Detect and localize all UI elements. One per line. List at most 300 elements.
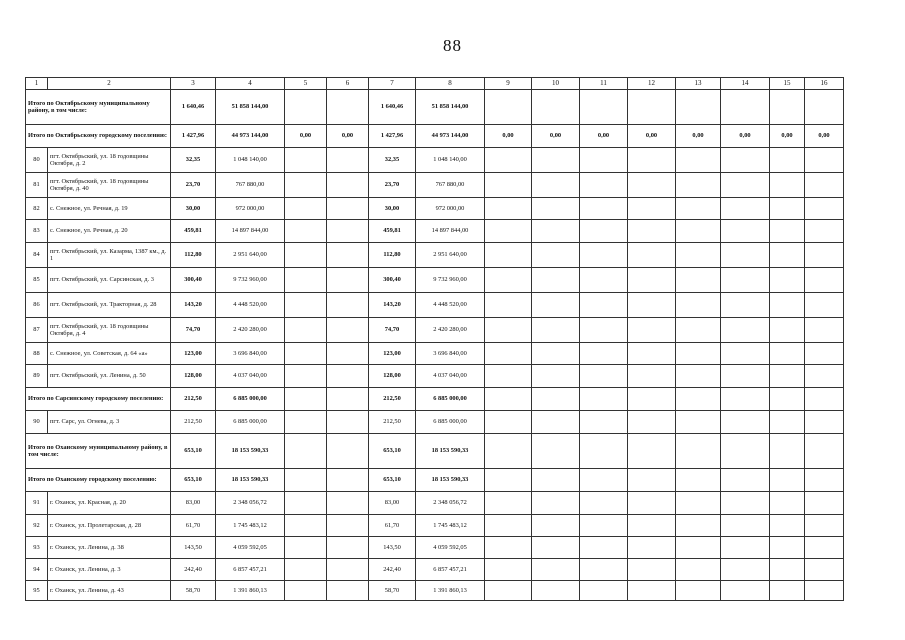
table-cell: [327, 492, 369, 515]
table-cell: [628, 220, 676, 243]
area-cell: 128,00: [171, 365, 216, 388]
table-cell: [721, 220, 770, 243]
table-row: [26, 318, 844, 343]
area-cell: 74,70: [369, 318, 416, 343]
row-number: 95: [26, 581, 48, 601]
cost-cell: 3 696 840,00: [416, 343, 485, 365]
table-cell: [721, 559, 770, 581]
table-cell: [285, 365, 327, 388]
subtotal-value: [628, 434, 676, 469]
table-cell: [327, 173, 369, 198]
subtotal-label: Итого по Оханскому муниципальному району, в том числе:: [26, 434, 171, 469]
subtotal-value: [285, 434, 327, 469]
table-cell: [721, 537, 770, 559]
table-cell: [327, 318, 369, 343]
table-cell: [628, 173, 676, 198]
table-row: [26, 243, 844, 268]
table-row: [26, 581, 844, 601]
address-cell: г. Оханск, ул. Красная, д. 20: [48, 492, 171, 515]
table-row: [26, 492, 844, 515]
subtotal-value: [327, 388, 369, 411]
area-cell: 212,50: [369, 411, 416, 434]
table-cell: [580, 581, 628, 601]
page-number: 88: [443, 36, 462, 55]
address-cell: пгт. Сарс, ул. Огнева, д. 3: [48, 411, 171, 434]
cost-cell: 1 391 860,13: [216, 581, 285, 601]
table-cell: [285, 148, 327, 173]
subtotal-value: [770, 388, 805, 411]
address-cell: с. Снежное, ул. Речная, д. 20: [48, 220, 171, 243]
cost-cell: 2 348 056,72: [416, 492, 485, 515]
table-cell: [327, 411, 369, 434]
table-cell: [580, 559, 628, 581]
cost-cell: 2 348 056,72: [216, 492, 285, 515]
table-cell: [770, 318, 805, 343]
column-number-cell: 7: [369, 78, 416, 90]
column-number-cell: 6: [327, 78, 369, 90]
table-row: [26, 198, 844, 220]
table-cell: [285, 268, 327, 293]
table-cell: [485, 581, 532, 601]
cost-cell: 9 732 960,00: [216, 268, 285, 293]
table-cell: [628, 492, 676, 515]
area-cell: 23,70: [369, 173, 416, 198]
cost-cell: 14 897 844,00: [416, 220, 485, 243]
cost-cell: 972 000,00: [416, 198, 485, 220]
table-cell: [676, 365, 721, 388]
table-cell: [485, 365, 532, 388]
subtotal-value: [485, 434, 532, 469]
area-cell: 61,70: [369, 515, 416, 537]
table-cell: [770, 173, 805, 198]
table-cell: [580, 220, 628, 243]
address-cell: пгт. Октябрьский, ул. Сарсинская, д. 3: [48, 268, 171, 293]
column-number-cell: 14: [721, 78, 770, 90]
column-number-cell: 1: [26, 78, 48, 90]
table-row: [26, 411, 844, 434]
table-cell: [721, 318, 770, 343]
area-cell: 212,50: [171, 411, 216, 434]
table-cell: [485, 198, 532, 220]
table-row: [26, 559, 844, 581]
area-cell: 32,35: [171, 148, 216, 173]
table-cell: [532, 559, 580, 581]
row-number: 89: [26, 365, 48, 388]
table-cell: [770, 411, 805, 434]
table-cell: [805, 343, 844, 365]
table-cell: [770, 365, 805, 388]
row-number: 88: [26, 343, 48, 365]
subtotal-value: 212,50: [171, 388, 216, 411]
column-number-cell: 3: [171, 78, 216, 90]
subtotal-value: [628, 469, 676, 492]
column-number-cell: 13: [676, 78, 721, 90]
column-number-cell: 5: [285, 78, 327, 90]
subtotal-value: [485, 388, 532, 411]
table-cell: [580, 268, 628, 293]
table-cell: [532, 243, 580, 268]
table-cell: [676, 198, 721, 220]
table-cell: [628, 318, 676, 343]
address-cell: с. Снежное, ул. Советская, д. 64 «а»: [48, 343, 171, 365]
area-cell: 143,20: [171, 293, 216, 318]
table-row: [26, 148, 844, 173]
subtotal-value: 44 973 144,00: [416, 125, 485, 148]
table-cell: [580, 343, 628, 365]
subtotal-value: [285, 469, 327, 492]
table-cell: [327, 537, 369, 559]
table-cell: [580, 148, 628, 173]
table-cell: [770, 220, 805, 243]
table-cell: [770, 198, 805, 220]
table-cell: [628, 243, 676, 268]
table-cell: [676, 559, 721, 581]
table-cell: [327, 559, 369, 581]
subtotal-value: [580, 469, 628, 492]
subtotal-value: 1 640,46: [369, 90, 416, 125]
row-number: 81: [26, 173, 48, 198]
table-cell: [805, 318, 844, 343]
table-cell: [805, 492, 844, 515]
table-cell: [805, 293, 844, 318]
table-cell: [485, 559, 532, 581]
table-cell: [532, 515, 580, 537]
table-row: [26, 515, 844, 537]
cost-cell: 3 696 840,00: [216, 343, 285, 365]
subtotal-row: [26, 90, 844, 125]
subtotal-value: [327, 90, 369, 125]
row-number: 85: [26, 268, 48, 293]
table-row: [26, 293, 844, 318]
table-cell: [532, 365, 580, 388]
area-cell: 74,70: [171, 318, 216, 343]
cost-cell: 767 880,00: [416, 173, 485, 198]
table-cell: [285, 559, 327, 581]
subtotal-value: [676, 388, 721, 411]
table-cell: [580, 293, 628, 318]
table-cell: [721, 268, 770, 293]
cost-cell: 972 000,00: [216, 198, 285, 220]
table-cell: [721, 365, 770, 388]
subtotal-value: 0,00: [770, 125, 805, 148]
table-cell: [628, 537, 676, 559]
subtotal-value: 0,00: [805, 125, 844, 148]
table-cell: [805, 243, 844, 268]
column-number-cell: 12: [628, 78, 676, 90]
table-cell: [721, 581, 770, 601]
subtotal-value: [721, 434, 770, 469]
table-cell: [485, 343, 532, 365]
table-cell: [580, 173, 628, 198]
subtotal-value: [485, 469, 532, 492]
subtotal-value: [628, 388, 676, 411]
subtotal-value: [805, 388, 844, 411]
table-cell: [580, 365, 628, 388]
area-cell: 459,81: [369, 220, 416, 243]
table-cell: [805, 268, 844, 293]
subtotal-value: [327, 469, 369, 492]
table-cell: [770, 492, 805, 515]
table-cell: [485, 492, 532, 515]
table-row: [26, 173, 844, 198]
subtotal-value: [770, 434, 805, 469]
table-cell: [770, 148, 805, 173]
table-row: [26, 537, 844, 559]
subtotal-value: [805, 90, 844, 125]
table-cell: [805, 173, 844, 198]
table-cell: [676, 581, 721, 601]
cost-cell: 1 048 140,00: [216, 148, 285, 173]
table-row: [26, 268, 844, 293]
subtotal-value: [805, 434, 844, 469]
table-cell: [532, 293, 580, 318]
table-cell: [676, 220, 721, 243]
subtotal-value: [532, 388, 580, 411]
subtotal-value: 1 427,96: [369, 125, 416, 148]
table-cell: [805, 581, 844, 601]
cost-cell: 4 059 592,05: [416, 537, 485, 559]
table-cell: [285, 293, 327, 318]
subtotal-value: [532, 469, 580, 492]
table-cell: [285, 343, 327, 365]
column-number-cell: 10: [532, 78, 580, 90]
subtotal-value: 0,00: [485, 125, 532, 148]
subtotal-value: 1 640,46: [171, 90, 216, 125]
table-cell: [676, 515, 721, 537]
table-cell: [805, 515, 844, 537]
table-cell: [676, 173, 721, 198]
area-cell: 123,00: [369, 343, 416, 365]
table-cell: [805, 365, 844, 388]
table-cell: [327, 581, 369, 601]
address-cell: пгт. Октябрьский, ул. 18 годовщины Октября, д. 2: [48, 148, 171, 173]
cost-cell: 9 732 960,00: [416, 268, 485, 293]
column-number-cell: 15: [770, 78, 805, 90]
table-cell: [721, 343, 770, 365]
area-cell: 23,70: [171, 173, 216, 198]
table-cell: [805, 148, 844, 173]
table-cell: [770, 268, 805, 293]
table-cell: [676, 537, 721, 559]
table-cell: [580, 198, 628, 220]
subtotal-value: [580, 388, 628, 411]
column-number-cell: 11: [580, 78, 628, 90]
subtotal-value: 18 153 590,33: [216, 469, 285, 492]
column-number-cell: 2: [48, 78, 171, 90]
table-cell: [532, 148, 580, 173]
row-number: 87: [26, 318, 48, 343]
area-cell: 300,40: [171, 268, 216, 293]
table-cell: [721, 198, 770, 220]
row-number: 86: [26, 293, 48, 318]
table-cell: [485, 173, 532, 198]
table-cell: [285, 198, 327, 220]
address-cell: с. Снежное, ул. Речная, д. 19: [48, 198, 171, 220]
subtotal-row: [26, 125, 844, 148]
subtotal-value: [770, 90, 805, 125]
table-cell: [580, 492, 628, 515]
subtotal-value: 1 427,96: [171, 125, 216, 148]
subtotal-value: [532, 434, 580, 469]
cost-cell: 2 951 640,00: [416, 243, 485, 268]
subtotal-value: [676, 90, 721, 125]
subtotal-value: [676, 434, 721, 469]
table-cell: [327, 220, 369, 243]
area-cell: 128,00: [369, 365, 416, 388]
row-number: 80: [26, 148, 48, 173]
table-cell: [285, 515, 327, 537]
table-row: [26, 365, 844, 388]
row-number: 93: [26, 537, 48, 559]
table-row: [26, 343, 844, 365]
column-number-cell: 9: [485, 78, 532, 90]
table-cell: [770, 537, 805, 559]
area-cell: 242,40: [171, 559, 216, 581]
table-cell: [770, 243, 805, 268]
table-cell: [676, 268, 721, 293]
subtotal-value: [285, 90, 327, 125]
table-body: [26, 78, 844, 601]
table-cell: [770, 559, 805, 581]
column-number-cell: 4: [216, 78, 285, 90]
subtotal-value: 653,10: [171, 434, 216, 469]
subtotal-value: [485, 90, 532, 125]
subtotal-value: [628, 90, 676, 125]
table-cell: [327, 243, 369, 268]
cost-cell: 1 745 483,12: [216, 515, 285, 537]
table-cell: [285, 411, 327, 434]
row-number: 82: [26, 198, 48, 220]
table-cell: [628, 515, 676, 537]
table-cell: [285, 581, 327, 601]
address-cell: г. Оханск, ул. Пролетарская, д. 28: [48, 515, 171, 537]
table-cell: [676, 492, 721, 515]
subtotal-value: 44 973 144,00: [216, 125, 285, 148]
table-cell: [628, 343, 676, 365]
subtotal-value: 0,00: [327, 125, 369, 148]
cost-cell: 2 951 640,00: [216, 243, 285, 268]
table-cell: [628, 268, 676, 293]
cost-cell: 6 885 000,00: [416, 411, 485, 434]
row-number: 92: [26, 515, 48, 537]
area-cell: 143,50: [369, 537, 416, 559]
address-cell: пгт. Октябрьский, ул. 18 годовщины Октября, д. 40: [48, 173, 171, 198]
table-cell: [285, 220, 327, 243]
table-cell: [532, 343, 580, 365]
table-row: [26, 220, 844, 243]
table-cell: [580, 515, 628, 537]
table-cell: [485, 515, 532, 537]
table-cell: [721, 173, 770, 198]
cost-cell: 1 048 140,00: [416, 148, 485, 173]
cost-cell: 2 420 280,00: [416, 318, 485, 343]
table-cell: [532, 318, 580, 343]
subtotal-label: Итого по Октябрьскому муниципальному району, в том числе:: [26, 90, 171, 125]
subtotal-value: 0,00: [628, 125, 676, 148]
subtotal-value: [676, 469, 721, 492]
table-cell: [485, 268, 532, 293]
table-cell: [580, 537, 628, 559]
area-cell: 30,00: [369, 198, 416, 220]
table-cell: [676, 411, 721, 434]
table-cell: [676, 343, 721, 365]
table-cell: [532, 581, 580, 601]
table-cell: [628, 559, 676, 581]
subtotal-value: 0,00: [676, 125, 721, 148]
area-cell: 300,40: [369, 268, 416, 293]
table-cell: [676, 148, 721, 173]
area-cell: 83,00: [171, 492, 216, 515]
table-cell: [805, 411, 844, 434]
table-cell: [532, 220, 580, 243]
subtotal-value: 18 153 590,33: [416, 434, 485, 469]
table-cell: [485, 220, 532, 243]
subtotal-value: [805, 469, 844, 492]
table-cell: [770, 581, 805, 601]
subtotal-value: [580, 90, 628, 125]
table-cell: [485, 318, 532, 343]
row-number: 90: [26, 411, 48, 434]
address-cell: пгт. Октябрьский, ул. 18 годовщины Октября, д. 4: [48, 318, 171, 343]
cost-cell: 767 880,00: [216, 173, 285, 198]
area-cell: 61,70: [171, 515, 216, 537]
subtotal-value: [532, 90, 580, 125]
cost-cell: 14 897 844,00: [216, 220, 285, 243]
cost-cell: 4 037 040,00: [416, 365, 485, 388]
table-cell: [580, 318, 628, 343]
subtotal-value: 18 153 590,33: [216, 434, 285, 469]
table-cell: [721, 411, 770, 434]
table-cell: [532, 173, 580, 198]
table-cell: [676, 293, 721, 318]
cost-cell: 4 059 592,05: [216, 537, 285, 559]
table-cell: [327, 198, 369, 220]
table-cell: [628, 148, 676, 173]
cost-cell: 6 857 457,21: [416, 559, 485, 581]
subtotal-value: [770, 469, 805, 492]
address-cell: пгт. Октябрьский, ул. Казарма, 1387 км., д. 1: [48, 243, 171, 268]
subtotal-value: 51 858 144,00: [216, 90, 285, 125]
address-cell: г. Оханск, ул. Ленина, д. 38: [48, 537, 171, 559]
area-cell: 123,00: [171, 343, 216, 365]
column-number-row: [26, 78, 844, 90]
subtotal-label: Итого по Октябрьскому городскому поселению:: [26, 125, 171, 148]
subtotal-value: 0,00: [580, 125, 628, 148]
column-number-cell: 8: [416, 78, 485, 90]
cost-cell: 6 857 457,21: [216, 559, 285, 581]
area-cell: 143,20: [369, 293, 416, 318]
table-cell: [285, 318, 327, 343]
cost-cell: 1 391 860,13: [416, 581, 485, 601]
table-cell: [285, 537, 327, 559]
table-cell: [580, 411, 628, 434]
subtotal-row: [26, 388, 844, 411]
table-cell: [721, 243, 770, 268]
subtotal-value: [327, 434, 369, 469]
table-cell: [532, 411, 580, 434]
table-cell: [327, 343, 369, 365]
row-number: 91: [26, 492, 48, 515]
table-cell: [485, 293, 532, 318]
area-cell: 143,50: [171, 537, 216, 559]
table-cell: [805, 559, 844, 581]
subtotal-value: 18 153 590,33: [416, 469, 485, 492]
subtotal-value: 6 885 000,00: [216, 388, 285, 411]
table-cell: [770, 515, 805, 537]
address-cell: пгт. Октябрьский, ул. Тракторная, д. 28: [48, 293, 171, 318]
table-cell: [628, 365, 676, 388]
table-cell: [721, 492, 770, 515]
